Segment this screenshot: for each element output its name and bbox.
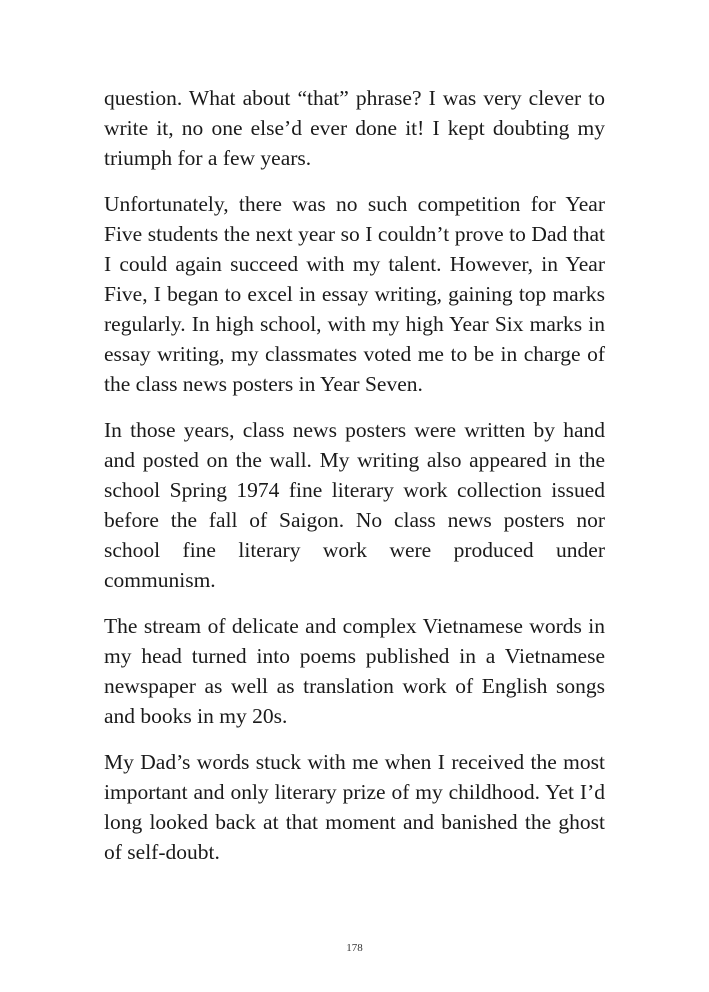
paragraph-2: Unfortunately, there was no such competition for Year Five students the next year so I couldn’t prove to Dad that I could again succeed with my talent. However, in Year Five, I began to excel in essay writing, gaining top marks regularly. In high school, with my high Year Six marks in essay writing, my classmates voted me to be in charge of the class news posters in Year Seven.	[104, 192, 605, 396]
paragraph-5: My Dad’s words stuck with me when I received the most important and only literary prize of my childhood. Yet I’d long looked back at that moment and banished the ghost of self-doubt.	[104, 750, 605, 864]
paragraph-4: The stream of delicate and complex Vietnamese words in my head turned into poems published in a Vietnamese newspaper as well as translation work of English songs and books in my 20s.	[104, 614, 605, 728]
body-text	[104, 83, 605, 883]
page-number: 178	[346, 942, 363, 954]
paragraph-3: In those years, class news posters were written by hand and posted on the wall. My writing also appeared in the school Spring 1974 fine literary work collection issued before the fall of Saigon. No class news posters nor school fine literary work were produced under communism.	[104, 418, 605, 592]
paragraph-1: question. What about “that” phrase? I was very clever to write it, no one else’d ever done it! I kept doubting my triumph for a few years.	[104, 86, 605, 170]
